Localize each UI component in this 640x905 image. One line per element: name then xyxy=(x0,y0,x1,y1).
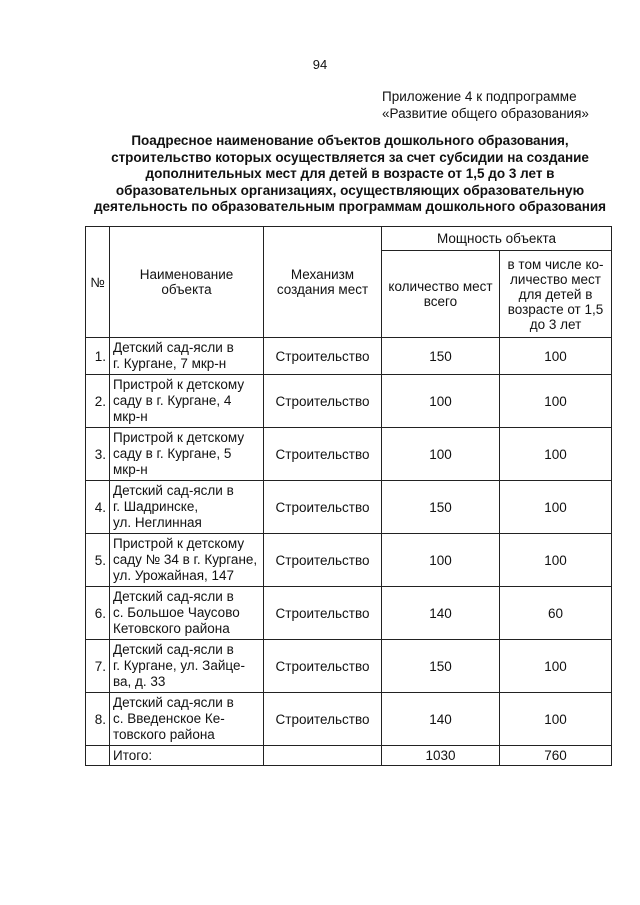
subset-places: 60 xyxy=(500,587,612,640)
header-mechanism: Механизм создания мест xyxy=(264,227,382,338)
table-row xyxy=(86,428,612,481)
object-name-line: г. Кургане, 7 мкр-н xyxy=(113,356,227,371)
appendix-note xyxy=(382,88,632,122)
creation-mechanism: Строительство xyxy=(264,375,382,428)
row-number: 8. xyxy=(86,693,110,746)
total-places-sum: 1030 xyxy=(382,746,500,766)
total-places: 150 xyxy=(382,481,500,534)
object-name-line: мкр-н xyxy=(113,409,148,424)
total-places: 150 xyxy=(382,640,500,693)
subset-places: 100 xyxy=(500,640,612,693)
object-name-line: г. Кургане, ул. Зайце- xyxy=(113,658,245,673)
object-name-line: Кетовского района xyxy=(113,621,230,636)
total-places: 100 xyxy=(382,534,500,587)
table-row xyxy=(86,481,612,534)
object-name-line: Детский сад-ясли в xyxy=(113,695,234,710)
header-number: № xyxy=(86,227,110,338)
subset-places: 100 xyxy=(500,534,612,587)
creation-mechanism: Строительство xyxy=(264,534,382,587)
total-places: 150 xyxy=(382,338,500,375)
object-name-line: саду в г. Кургане, 5 xyxy=(113,446,232,461)
object-name-line: г. Шадринске, xyxy=(113,499,199,514)
creation-mechanism: Строительство xyxy=(264,640,382,693)
table-row xyxy=(86,375,612,428)
row-number: 3. xyxy=(86,428,110,481)
row-number: 7. xyxy=(86,640,110,693)
header-capacity: Мощность объекта xyxy=(382,227,612,251)
title-line: образовательных организациях, осуществляющих образовательную xyxy=(115,182,585,198)
object-name-line: Пристрой к детскому xyxy=(113,377,245,392)
creation-mechanism: Строительство xyxy=(264,587,382,640)
object-name-line: саду в г. Кургане, 4 xyxy=(113,393,232,408)
total-number-cell xyxy=(86,746,110,766)
table-body xyxy=(86,338,612,746)
object-name xyxy=(110,534,264,587)
creation-mechanism: Строительство xyxy=(264,693,382,746)
creation-mechanism: Строительство xyxy=(264,338,382,375)
object-name xyxy=(110,587,264,640)
header-name: Наименование объекта xyxy=(110,227,264,338)
row-number: 5. xyxy=(86,534,110,587)
creation-mechanism: Строительство xyxy=(264,428,382,481)
object-name-line: саду № 34 в г. Кургане, xyxy=(113,552,258,567)
title-line: дополнительных мест для детей в возрасте от 1,5 до 3 лет в xyxy=(145,166,555,181)
row-number: 1. xyxy=(86,338,110,375)
title-line: строительство которых осуществляется за счет субсидии на создание xyxy=(111,149,589,165)
row-number: 6. xyxy=(86,587,110,640)
subset-places: 100 xyxy=(500,428,612,481)
subset-places: 100 xyxy=(500,338,612,375)
creation-mechanism: Строительство xyxy=(264,481,382,534)
table-row xyxy=(86,640,612,693)
object-name-line: Детский сад-ясли в xyxy=(113,483,234,498)
object-name-line: Пристрой к детскому xyxy=(113,536,245,551)
document-title xyxy=(70,133,630,216)
total-places: 140 xyxy=(382,693,500,746)
total-places: 100 xyxy=(382,428,500,481)
table-row xyxy=(86,534,612,587)
title-line: деятельность по образовательным программам дошкольного образования xyxy=(93,199,607,214)
object-name-line: с. Большое Чаусово xyxy=(113,605,240,620)
total-places: 100 xyxy=(382,375,500,428)
objects-table xyxy=(85,226,612,766)
object-name-line: Детский сад-ясли в xyxy=(113,589,234,604)
object-name xyxy=(110,481,264,534)
subset-places: 100 xyxy=(500,481,612,534)
total-label: Итого: xyxy=(110,746,264,766)
object-name-line: товского района xyxy=(113,727,215,742)
row-number: 4. xyxy=(86,481,110,534)
object-name xyxy=(110,375,264,428)
subset-places: 100 xyxy=(500,375,612,428)
object-name-line: с. Введенское Ке- xyxy=(113,711,225,726)
appendix-line: Приложение 4 к подпрограмме xyxy=(382,89,577,104)
row-number: 2. xyxy=(86,375,110,428)
total-mechanism-cell xyxy=(264,746,382,766)
object-name-line: Детский сад-ясли в xyxy=(113,340,234,355)
table-row xyxy=(86,693,612,746)
page-number: 94 xyxy=(312,57,328,72)
table-row xyxy=(86,338,612,375)
table-row xyxy=(86,587,612,640)
object-name xyxy=(110,338,264,375)
object-name-line: мкр-н xyxy=(113,462,148,477)
object-name-line: ул. Неглинная xyxy=(113,515,202,530)
object-name xyxy=(110,693,264,746)
header-subset-places: в том числе ко-личество мест для детей в возрасте от 1,5 до 3 лет xyxy=(500,251,612,338)
object-name-line: ва, д. 33 xyxy=(113,674,166,689)
object-name-line: Детский сад-ясли в xyxy=(113,642,234,657)
subset-places: 100 xyxy=(500,693,612,746)
header-total-places: количество мест всего xyxy=(382,251,500,338)
object-name-line: Пристрой к детскому xyxy=(113,430,245,445)
appendix-line: «Развитие общего образования» xyxy=(382,106,589,121)
subset-places-sum: 760 xyxy=(500,746,612,766)
object-name-line: ул. Урожайная, 147 xyxy=(113,568,235,583)
total-row xyxy=(86,746,612,766)
object-name xyxy=(110,640,264,693)
title-line: Поадресное наименование объектов дошкольного образования, xyxy=(131,133,569,148)
total-places: 140 xyxy=(382,587,500,640)
object-name xyxy=(110,428,264,481)
